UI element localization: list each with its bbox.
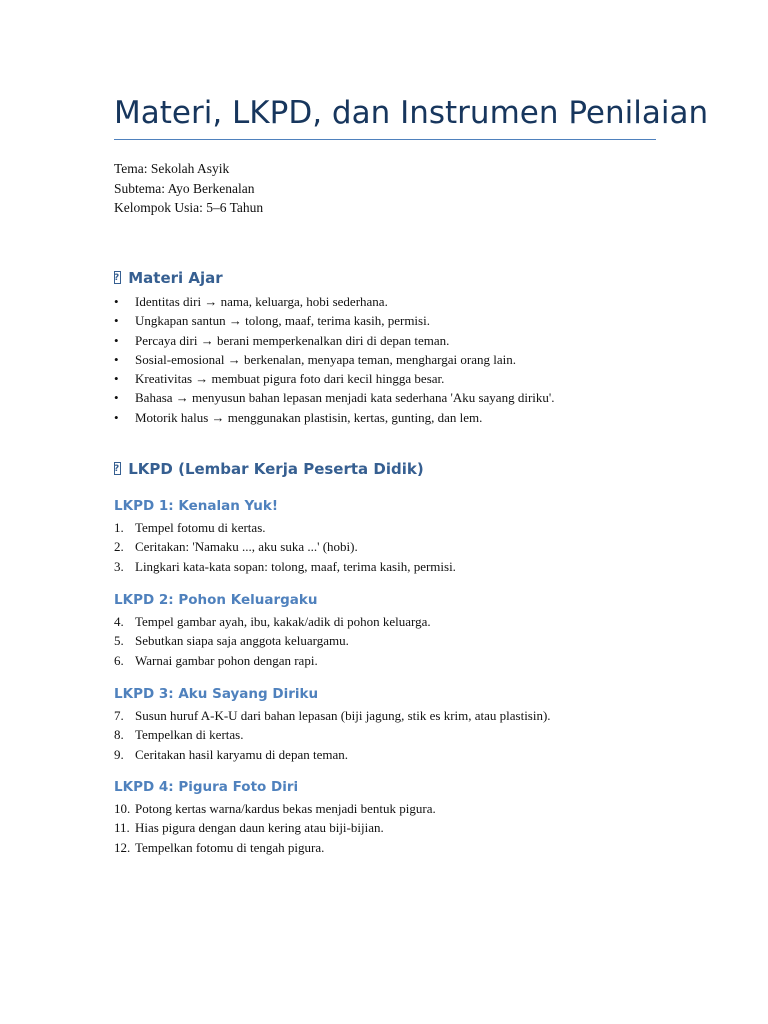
list-item-number: 3.: [114, 558, 124, 574]
lkpd-4-list: [114, 799, 436, 857]
materi-ajar-heading: [114, 268, 223, 288]
list-item: [114, 745, 551, 764]
list-item-text: Bahasa → menyusun bahan lepasan menjadi kata sederhana 'Aku sayang diriku'.: [135, 390, 555, 406]
lkpd-2-heading: LKPD 2: Pohon Keluargaku: [114, 592, 318, 608]
list-item-text: Tempel fotomu di kertas.: [135, 520, 266, 535]
list-item-number: 4.: [114, 614, 124, 629]
lkpd-heading: [114, 459, 424, 479]
list-item-text: Potong kertas warna/kardus bekas menjadi bentuk pigura.: [135, 801, 436, 816]
list-item-text: Hias pigura dengan daun kering atau biji-bijian.: [135, 820, 384, 836]
lkpd-heading-text: LKPD (Lembar Kerja Peserta Didik): [128, 460, 424, 478]
list-item-number: 9.: [114, 746, 124, 762]
list-item-number: 2.: [114, 539, 124, 555]
document-meta: [114, 159, 263, 218]
lkpd-3-heading: LKPD 3: Aku Sayang Diriku: [114, 686, 319, 702]
list-item: [114, 799, 436, 818]
page-title: Materi, LKPD, dan Instrumen Penilaian: [114, 95, 709, 131]
list-item-text: Sosial-emosional → berkenalan, menyapa teman, menghargai orang lain.: [135, 351, 516, 367]
list-item: [114, 537, 456, 556]
list-item-text: Ungkapan santun → tolong, maaf, terima kasih, permisi.: [135, 313, 430, 329]
list-item: [114, 818, 436, 837]
list-item-text: Kreativitas → membuat pigura foto dari kecil hingga besar.: [135, 371, 445, 387]
list-item-number: 6.: [114, 652, 124, 668]
list-item: [114, 331, 554, 350]
bullet-icon: •: [114, 390, 119, 406]
bullet-icon: •: [114, 351, 119, 367]
list-item: [114, 706, 551, 725]
list-item-number: 11.: [114, 820, 130, 836]
list-item-text: Identitas diri → nama, keluarga, hobi sederhana.: [135, 294, 388, 309]
list-item-number: 1.: [114, 520, 124, 535]
missing-glyph-box-icon: [114, 462, 121, 475]
list-item: [114, 292, 554, 311]
list-item-number: 12.: [114, 839, 131, 855]
bullet-icon: •: [114, 409, 119, 425]
lkpd-4-heading: LKPD 4: Pigura Foto Diri: [114, 779, 299, 795]
list-item: [114, 518, 456, 537]
bullet-icon: •: [114, 294, 119, 309]
list-item: [114, 612, 431, 631]
meta-kelompok-usia: Kelompok Usia: 5–6 Tahun: [114, 200, 264, 215]
list-item-text: Sebutkan siapa saja anggota keluargamu.: [135, 633, 349, 649]
list-item-text: Percaya diri → berani memperkenalkan diri di depan teman.: [135, 332, 450, 348]
list-item-text: Ceritakan hasil karyamu di depan teman.: [135, 746, 348, 762]
meta-subtema: Subtema: Ayo Berkenalan: [114, 180, 255, 196]
list-item-text: Ceritakan: 'Namaku ..., aku suka ...' (hobi).: [135, 539, 358, 555]
materi-ajar-list: [114, 292, 554, 427]
lkpd-3-list: [114, 706, 551, 764]
meta-tema: Tema: Sekolah Asyik: [114, 161, 230, 176]
bullet-icon: •: [114, 332, 119, 348]
list-item-number: 10.: [114, 801, 131, 816]
list-item-number: 7.: [114, 708, 124, 723]
bullet-icon: •: [114, 313, 119, 329]
list-item: [114, 651, 431, 670]
list-item-text: Lingkari kata-kata sopan: tolong, maaf, terima kasih, permisi.: [135, 558, 456, 574]
list-item: [114, 388, 554, 407]
lkpd-1-heading: LKPD 1: Kenalan Yuk!: [114, 498, 279, 514]
list-item-text: Tempel gambar ayah, ibu, kakak/adik di pohon keluarga.: [135, 614, 431, 629]
list-item-number: 5.: [114, 633, 124, 649]
list-item: [114, 408, 554, 427]
list-item-text: Motorik halus → menggunakan plastisin, kertas, gunting, dan lem.: [135, 409, 483, 425]
list-item-text: Susun huruf A-K-U dari bahan lepasan (biji jagung, stik es krim, atau plastisin).: [135, 708, 551, 723]
materi-ajar-heading-text: Materi Ajar: [128, 269, 223, 287]
lkpd-1-list: [114, 518, 456, 576]
missing-glyph-box-icon: [114, 271, 121, 284]
list-item: [114, 369, 554, 388]
list-item: [114, 631, 431, 650]
title-divider: [114, 139, 656, 140]
list-item: [114, 311, 554, 330]
list-item: [114, 725, 551, 744]
bullet-icon: •: [114, 371, 119, 387]
list-item-text: Tempelkan di kertas.: [135, 727, 244, 743]
list-item: [114, 350, 554, 369]
list-item-number: 8.: [114, 727, 124, 743]
list-item: [114, 838, 436, 857]
list-item-text: Tempelkan fotomu di tengah pigura.: [135, 839, 325, 855]
list-item-text: Warnai gambar pohon dengan rapi.: [135, 652, 318, 668]
list-item: [114, 557, 456, 576]
lkpd-2-list: [114, 612, 431, 670]
